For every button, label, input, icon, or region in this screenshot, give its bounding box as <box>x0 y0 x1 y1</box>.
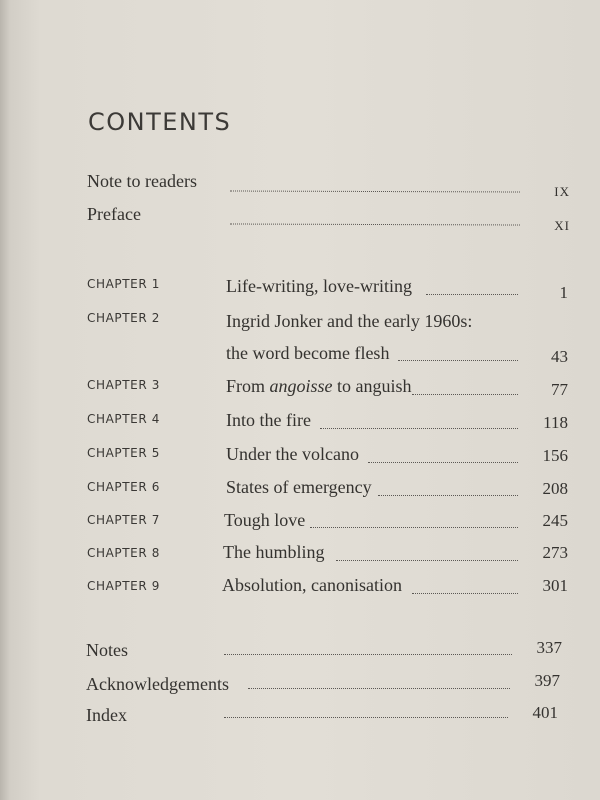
toc-entry-index: Index <box>86 705 127 725</box>
chapter-title: Under the volcano <box>226 444 359 464</box>
toc-entry-note-to-readers: Note to readers <box>87 171 197 191</box>
page-number: XI <box>554 218 570 233</box>
page-number: IX <box>554 184 570 199</box>
chapter-title: Into the fire <box>226 410 311 430</box>
toc-entry-notes: Notes <box>86 640 128 660</box>
chapter-label: CHAPTER 2 <box>87 311 160 325</box>
page-number: 337 <box>536 638 562 657</box>
chapter-title: Absolution, canonisation <box>222 575 402 595</box>
page-number: 273 <box>542 543 568 562</box>
chapter-label: CHAPTER 7 <box>87 513 160 527</box>
chapter-label: CHAPTER 5 <box>87 446 160 460</box>
chapter-title: Tough love <box>224 510 306 530</box>
page-number: 208 <box>542 479 568 498</box>
page-number: 77 <box>551 380 568 399</box>
toc-entry-acknowledgements: Acknowledgements <box>86 674 229 694</box>
page-title: CONTENTS <box>88 108 232 136</box>
chapter-title-part: to anguish <box>332 376 412 396</box>
chapter-title: Life-writing, love-writing <box>226 276 412 296</box>
chapter-label: CHAPTER 3 <box>87 378 160 392</box>
dot-leader <box>412 593 518 594</box>
dot-leader <box>398 360 518 361</box>
dot-leader <box>336 560 518 561</box>
chapter-title <box>226 376 412 397</box>
dot-leader <box>224 717 508 718</box>
dot-leader <box>426 294 518 295</box>
dot-leader <box>230 223 520 225</box>
page-number: 1 <box>559 283 568 302</box>
chapter-title: Ingrid Jonker and the early 1960s: <box>226 311 473 331</box>
dot-leader <box>378 495 518 496</box>
page-number: 156 <box>542 446 568 465</box>
dot-leader <box>310 527 518 528</box>
dot-leader <box>412 394 518 395</box>
toc-entry-preface: Preface <box>87 204 141 224</box>
page-number: 43 <box>551 347 568 366</box>
chapter-label: CHAPTER 4 <box>87 412 160 426</box>
chapter-label: CHAPTER 6 <box>87 480 160 494</box>
dot-leader <box>320 428 518 429</box>
chapter-title: States of emergency <box>226 477 372 497</box>
chapter-label: CHAPTER 8 <box>87 546 160 560</box>
chapter-label: CHAPTER 1 <box>87 277 160 291</box>
page-number: 397 <box>534 671 560 690</box>
dot-leader <box>230 190 520 192</box>
chapter-title: The humbling <box>223 542 325 562</box>
chapter-title-part: From <box>226 376 270 396</box>
dot-leader <box>248 688 510 689</box>
page-number: 245 <box>542 511 568 530</box>
page-number: 401 <box>532 703 558 722</box>
dot-leader <box>224 654 512 655</box>
chapter-title-continued: the word become flesh <box>226 343 390 363</box>
chapter-title-italic: angoisse <box>269 376 333 396</box>
dot-leader <box>368 462 518 463</box>
chapter-label: CHAPTER 9 <box>87 579 160 593</box>
page-number: 301 <box>542 576 568 595</box>
page-number: 118 <box>543 413 568 432</box>
